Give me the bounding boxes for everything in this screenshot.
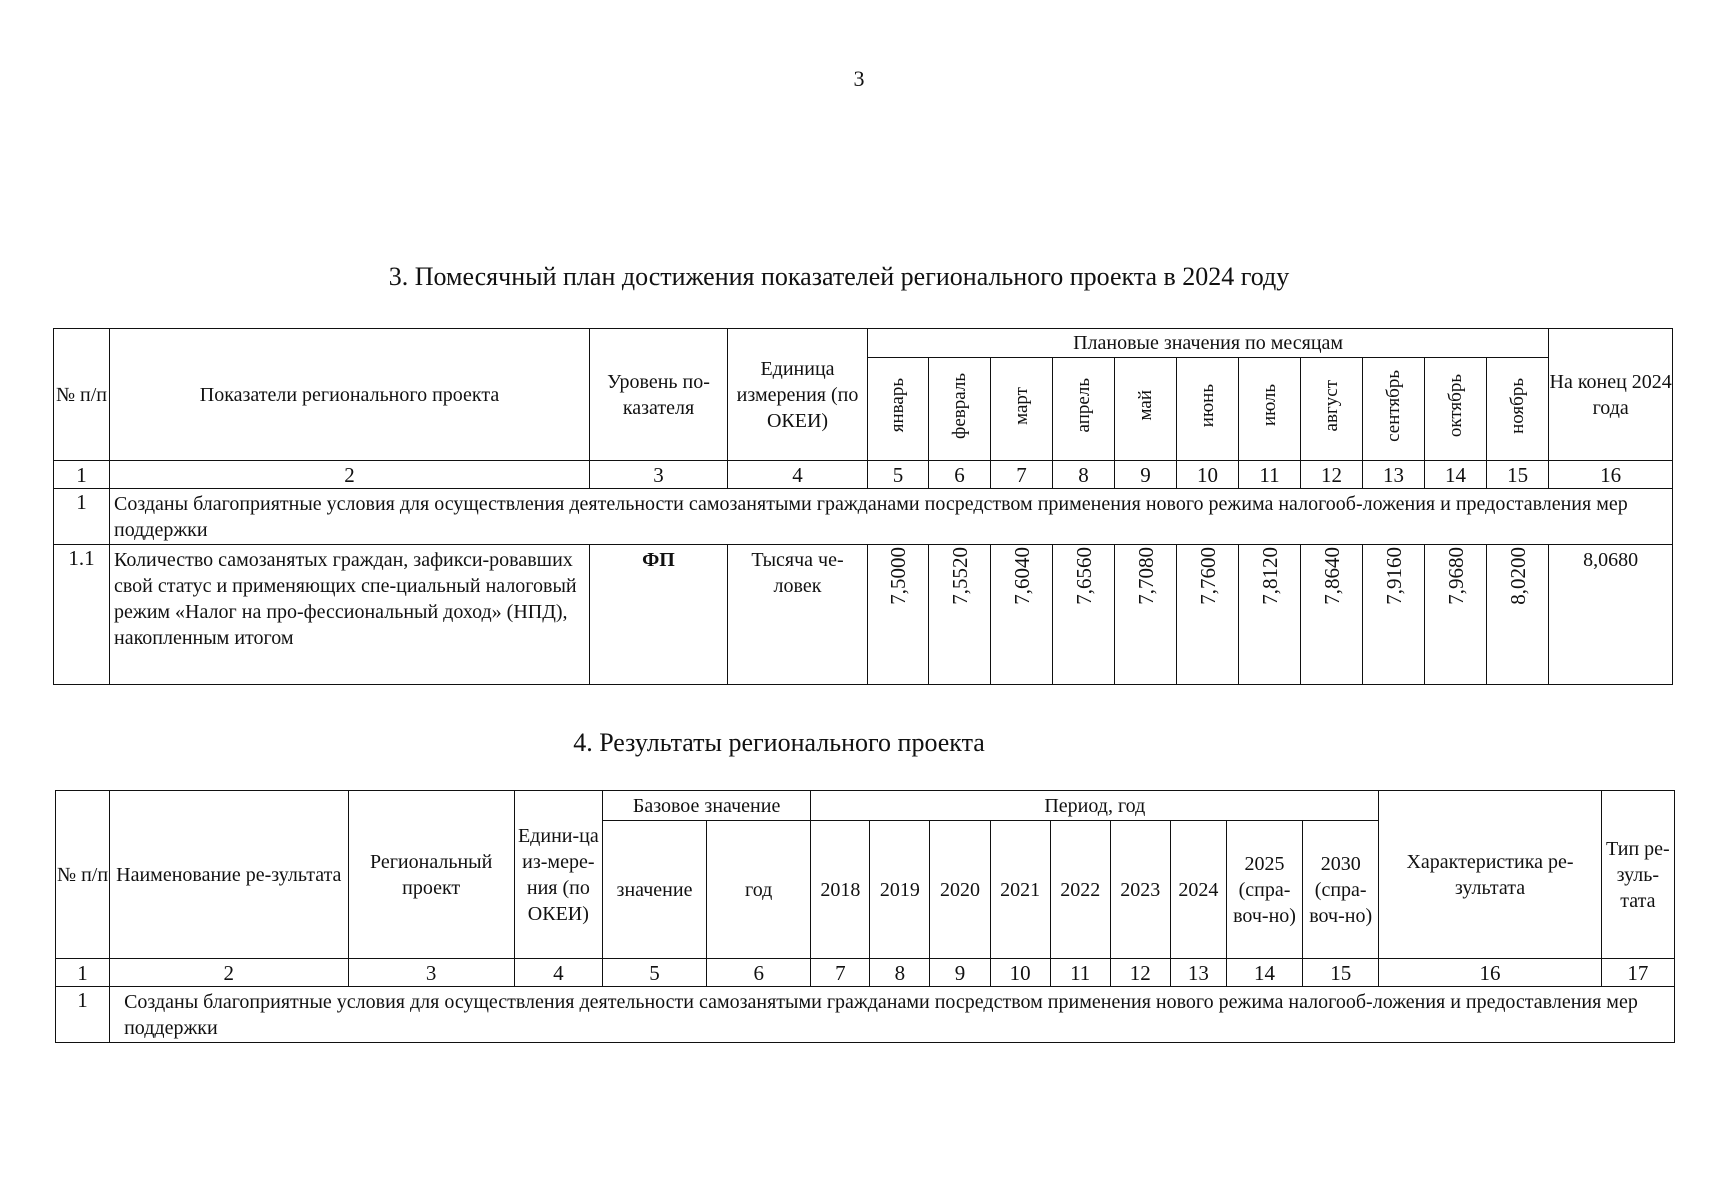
column-number: 2 [110,959,348,987]
monthly-value: 7,9680 [1443,547,1468,605]
r-header-name: Наименование ре-зультата [110,791,348,959]
year-header-5: 2022 [1050,821,1110,959]
column-number: 4 [514,959,602,987]
r-header-characteristic: Характеристика ре-зультата [1379,791,1601,959]
month-header-11 [1487,358,1549,461]
month-header-6 [1177,358,1239,461]
column-number: 1 [56,959,110,987]
month-label: октябрь [1444,373,1466,438]
monthly-value-cell [1425,545,1487,685]
monthly-value: 7,8640 [1319,547,1344,605]
year-header-2: 2019 [870,821,930,959]
indicator-num: 1.1 [54,545,110,685]
column-number: 7 [991,461,1053,489]
monthly-value-cell [1053,545,1115,685]
column-number: 10 [1177,461,1239,489]
r-header-period: Период, год [811,791,1379,821]
monthly-value-cell [868,545,929,685]
month-label: январь [887,378,908,433]
year-header-1: 2018 [811,821,870,959]
r-header-unit: Едини-ца из-мере-ния (по ОКЕИ) [514,791,602,959]
column-number: 6 [707,959,811,987]
monthly-value: 7,8120 [1257,547,1282,605]
month-header-8 [1301,358,1363,461]
column-number: 5 [868,461,929,489]
month-header-2 [929,358,991,461]
month-label: апрель [1072,378,1094,433]
monthly-value: 7,5000 [886,547,910,605]
column-number: 3 [590,461,728,489]
column-number: 15 [1303,959,1379,987]
month-header-9 [1363,358,1425,461]
month-header-5 [1115,358,1177,461]
column-number: 1 [54,461,110,489]
monthly-value: 7,7600 [1195,547,1220,605]
monthly-value-cell [1177,545,1239,685]
column-number: 3 [348,959,514,987]
r-goal-num: 1 [56,987,110,1043]
monthly-value: 7,9160 [1381,547,1406,605]
column-number: 13 [1170,959,1226,987]
monthly-value-cell [1363,545,1425,685]
monthly-value-cell [1239,545,1301,685]
monthly-plan-table [53,328,1673,685]
column-number: 8 [870,959,930,987]
goal-text: Созданы благоприятные условия для осуществления деятельности самозанятыми гражданами посредством применения нового режима налогооб-ложения и предоставления мер поддержки [110,489,1673,545]
month-header-1 [868,358,929,461]
column-number: 12 [1110,959,1170,987]
monthly-value: 7,5520 [947,547,972,605]
column-number: 12 [1301,461,1363,489]
column-number: 10 [990,959,1050,987]
column-number: 16 [1379,959,1601,987]
column-number: 11 [1239,461,1301,489]
month-label: февраль [948,372,970,439]
column-number: 13 [1363,461,1425,489]
column-number: 7 [811,959,870,987]
header-level: Уровень по-казателя [590,329,728,461]
month-label: сентябрь [1382,369,1404,442]
r-header-project: Региональный проект [348,791,514,959]
monthly-value: 7,7080 [1133,547,1158,605]
r-header-base: Базовое значение [602,791,810,821]
column-number: 11 [1050,959,1110,987]
column-number: 16 [1549,461,1673,489]
column-number: 15 [1487,461,1549,489]
month-label: март [1010,386,1032,425]
indicator-name: Количество самозанятых граждан, зафикси-ровавших свой статус и применяющих спе-циальный налоговый режим «Налог на про-фессиональный доход» (НПД), накопленным итогом [110,545,590,685]
end-of-year-value: 8,0680 [1549,545,1673,685]
goal-num: 1 [54,489,110,545]
month-header-7 [1239,358,1301,461]
year-header-6: 2023 [1110,821,1170,959]
month-label: июнь [1196,383,1218,428]
monthly-value-cell [1487,545,1549,685]
results-table [55,790,1675,1043]
column-number: 17 [1601,959,1674,987]
year-header-4: 2021 [990,821,1050,959]
year-header-3: 2020 [930,821,990,959]
year-header-9: 2030 (спра-воч-но) [1303,821,1379,959]
month-header-3 [991,358,1053,461]
column-number: 6 [929,461,991,489]
header-planned-by-month: Плановые значения по месяцам [868,329,1549,358]
monthly-value-cell [991,545,1053,685]
month-header-4 [1053,358,1115,461]
column-number: 4 [728,461,868,489]
r-header-num: № п/п [56,791,110,959]
monthly-value-cell [1301,545,1363,685]
indicator-unit: Тысяча че-ловек [728,545,868,685]
column-number: 8 [1053,461,1115,489]
column-number: 9 [930,959,990,987]
column-number: 2 [110,461,590,489]
indicator-level: ФП [590,545,728,685]
month-label: август [1320,379,1342,432]
section-3-title: 3. Помесячный план достижения показателей регионального проекта в 2024 году [388,262,1290,291]
header-indicator: Показатели регионального проекта [110,329,590,461]
header-num: № п/п [54,329,110,461]
month-header-10 [1425,358,1487,461]
r-header-type: Тип ре-зуль-тата [1601,791,1674,959]
monthly-value-cell [929,545,991,685]
month-label: май [1134,390,1156,421]
header-unit: Единица измерения (по ОКЕИ) [728,329,868,461]
monthly-value: 7,6040 [1009,547,1034,605]
column-number: 9 [1115,461,1177,489]
year-header-7: 2024 [1170,821,1226,959]
monthly-value: 8,0200 [1505,547,1530,605]
month-label: ноябрь [1506,377,1528,434]
column-number: 14 [1425,461,1487,489]
section-4-title: 4. Результаты регионального проекта [573,728,985,757]
monthly-value-cell [1115,545,1177,685]
r-header-base-value: значение [602,821,706,959]
monthly-value: 7,6560 [1071,547,1096,605]
month-label: июль [1258,384,1280,427]
r-goal-text: Созданы благоприятные условия для осуществления деятельности самозанятыми гражданами посредством применения нового режима налогооб-ложения и предоставления мер поддержки [110,987,1675,1043]
header-end-of-year: На конец 2024 года [1549,329,1673,461]
column-number: 5 [602,959,706,987]
page-number: 3 [853,66,865,91]
r-header-base-year: год [707,821,811,959]
column-number: 14 [1226,959,1302,987]
year-header-8: 2025 (спра-воч-но) [1226,821,1302,959]
